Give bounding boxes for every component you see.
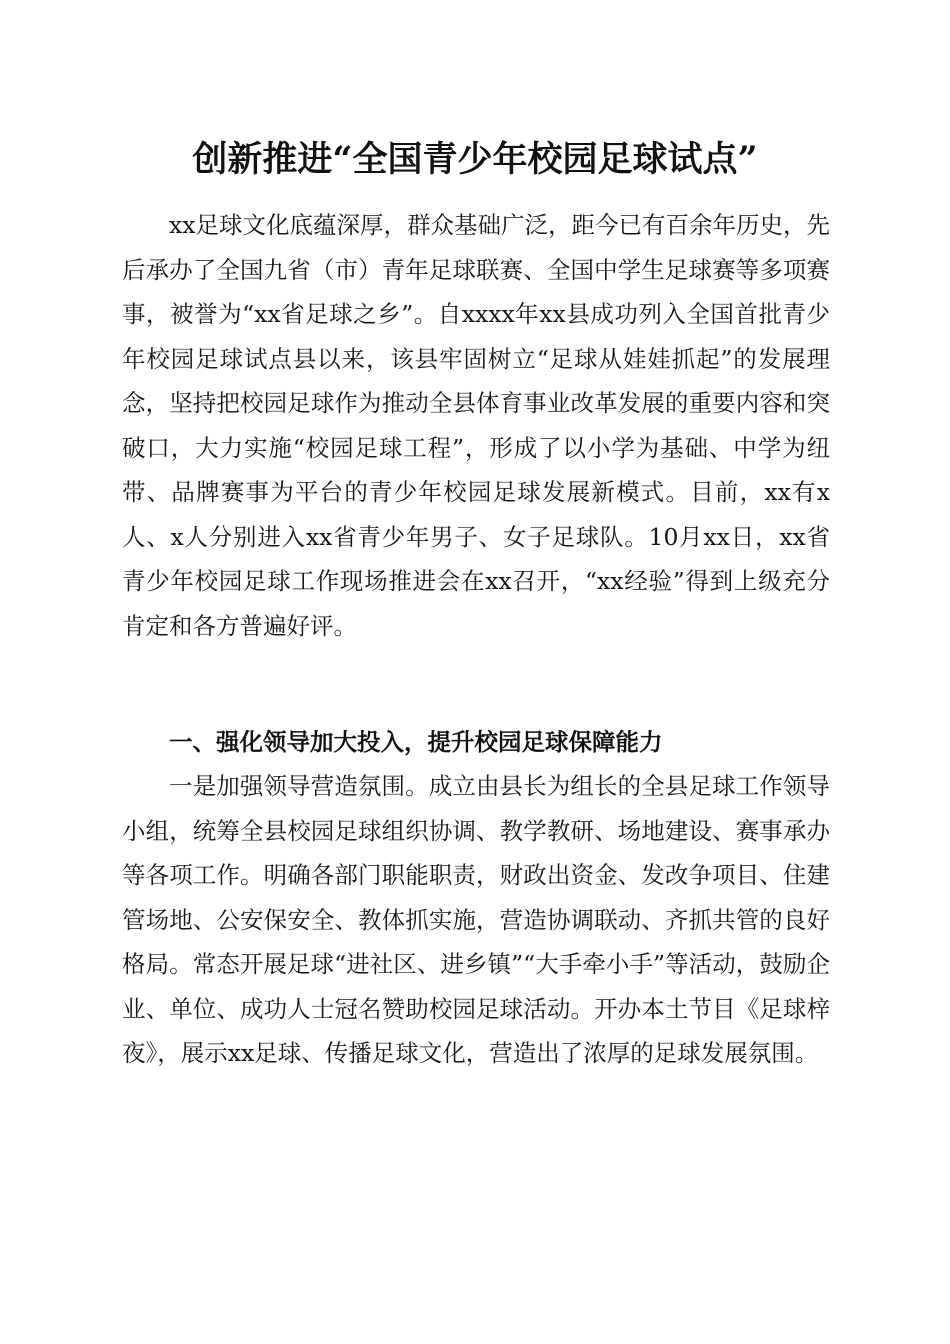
intro-paragraph: xx足球文化底蕴深厚，群众基础广泛，距今已有百余年历史，先后承办了全国九省（市）青年足球联赛、全国中学生足球赛等多项赛事，被誉为“xx省足球之乡”。自xxxx年xx县成功列入全国首批青少年校园足球试点县以来，该县牢固树立“足球从娃娃抓起”的发展理念，坚持把校园足球作为推动全县体育事业改革发展的重要内容和突破口，大力实施“校园足球工程”，形成了以小学为基础、中学为纽带、品牌赛事为平台的青少年校园足球发展新模式。目前，xx有x人、x人分别进入xx省青少年男子、女子足球队。10月xx日，xx省青少年校园足球工作现场推进会在xx召开，“xx经验”得到上级充分肯定和各方普遍好评。 bbox=[122, 211, 831, 640]
section-paragraph: 一是加强领导营造氛围。成立由县长为组长的全县足球工作领导小组，统筹全县校园足球组织协调、教学教研、场地建设、赛事承办等各项工作。明确各部门职能职责，财政出资金、发改争项目、住建管场地、公安保安全、教体抓实施，营造协调联动、齐抓共管的良好格局。常态开展足球“进社区、进乡镇”“大手牵小手”等活动，鼓励企业、单位、成功人士冠名赞助校园足球活动。开办本土节目《足球梓夜》，展示xx足球、传播足球文化，营造出了浓厚的足球发展氛围。 bbox=[122, 772, 830, 1067]
document-title: 创新推进“全国青少年校园足球试点” bbox=[192, 139, 758, 180]
section-heading: 一、强化领导加大投入，提升校园足球保障能力 bbox=[169, 728, 663, 756]
